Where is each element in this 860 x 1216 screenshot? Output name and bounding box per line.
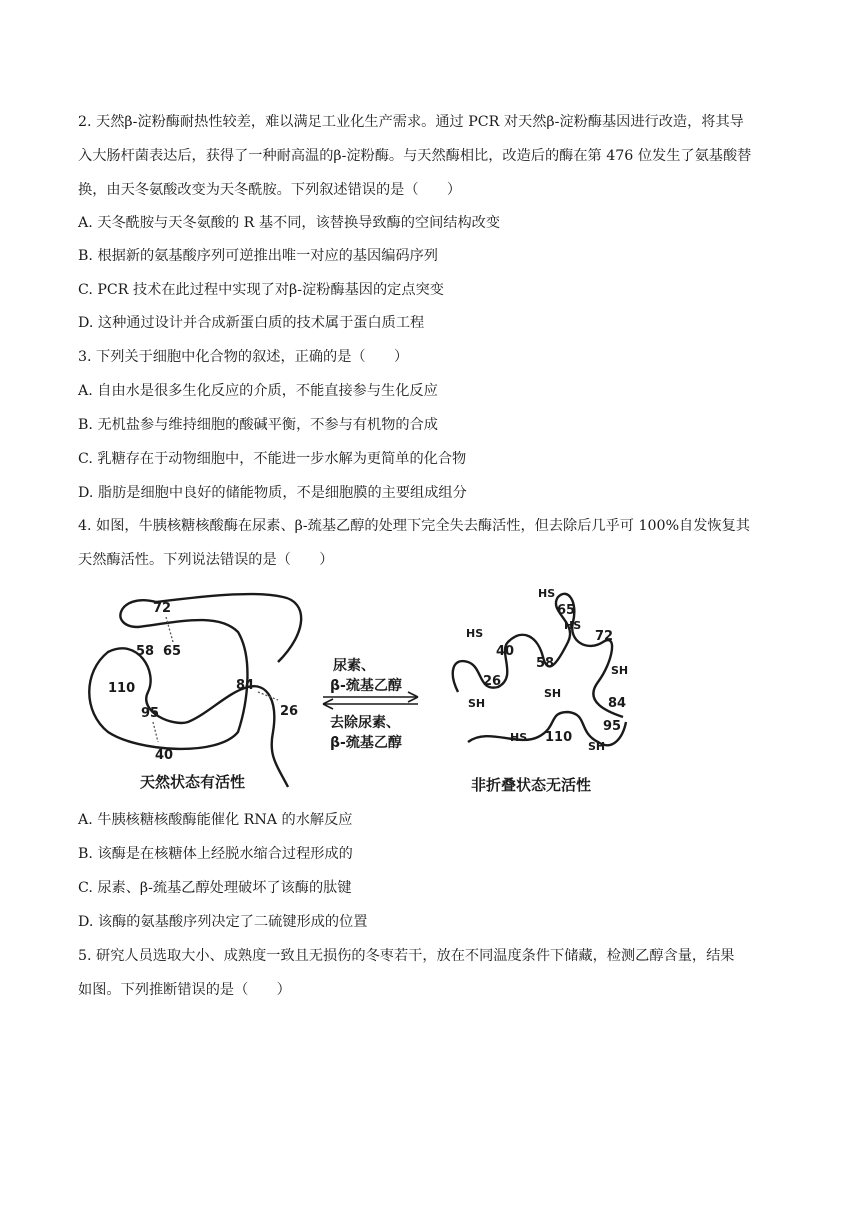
- right-residue-84: 84: [608, 696, 627, 711]
- q2-option-b: B. 根据新的氨基酸序列可逆推出唯一对应的基因编码序列: [78, 248, 438, 264]
- q2-stem-line-2: 入大肠杆菌表达后，获得了一种耐高温的β-淀粉酶。与天然酶相比，改造后的酶在第 476 位发生了氨基酸替: [78, 148, 752, 164]
- disulfide-bond-72-65: [166, 617, 173, 642]
- q2-option-c: C. PCR 技术在此过程中实现了对β-淀粉酶基因的定点突变: [78, 282, 444, 298]
- q4-option-d: D. 该酶的氨基酸序列决定了二硫键形成的位置: [78, 914, 368, 930]
- native-state-caption: 天然状态有活性: [140, 773, 246, 791]
- sh-group-95: SH: [588, 740, 606, 753]
- hs-group-65: HS: [538, 587, 556, 600]
- q4-option-c: C. 尿素、β-巯基乙醇处理破坏了该酶的肽键: [78, 880, 352, 896]
- left-residue-84: 84: [236, 678, 255, 693]
- q5-stem-line-2: 如图。下列推断错误的是（ ）: [78, 982, 291, 998]
- right-residue-58: 58: [536, 656, 555, 671]
- forward-reagent-line-1: 尿素、: [333, 658, 375, 674]
- hs-group-40: HS: [466, 627, 484, 640]
- left-residue-58: 58: [136, 644, 155, 659]
- q3-option-d: D. 脂肪是细胞中良好的储能物质，不是细胞膜的主要组成组分: [78, 485, 467, 501]
- right-residue-65: 65: [557, 603, 576, 618]
- right-residue-26: 26: [483, 674, 502, 689]
- reverse-reagent-line-2: β-巯基乙醇: [330, 735, 402, 751]
- right-residue-72: 72: [595, 629, 614, 644]
- q2-option-d: D. 这种通过设计并合成新蛋白质的技术属于蛋白质工程: [78, 315, 425, 331]
- q5-stem-line-1: 5. 研究人员选取大小、成熟度一致且无损伤的冬枣若干，放在不同温度条件下储藏，检测乙醇含量，结果: [78, 948, 735, 964]
- sh-group-84: SH: [611, 664, 629, 677]
- q2-stem-line-3: 换，由天冬氨酸改变为天冬酰胺。下列叙述错误的是（ ）: [78, 182, 462, 198]
- q4-option-b: B. 该酶是在核糖体上经脱水缩合过程形成的: [78, 846, 353, 862]
- right-residue-95: 95: [603, 719, 622, 734]
- q4-stem-line-1: 4. 如图，牛胰核糖核酸酶在尿素、β-巯基乙醇的处理下完全失去酶活性，但去除后几乎可 100%自发恢复其: [78, 518, 750, 534]
- q4-stem-line-2: 天然酶活性。下列说法错误的是（ ）: [78, 552, 334, 568]
- q3-stem: 3. 下列关于细胞中化合物的叙述，正确的是（ ）: [78, 349, 409, 365]
- q3-option-a: A. 自由水是很多生化反应的介质，不能直接参与生化反应: [78, 383, 438, 399]
- forward-reagent-line-2: β-巯基乙醇: [330, 678, 402, 694]
- sh-group-58: SH: [544, 687, 562, 700]
- left-residue-95: 95: [141, 706, 160, 721]
- hs-group-72: HS: [564, 619, 582, 632]
- protein-folding-diagram: [78, 582, 638, 802]
- q3-option-c: C. 乳糖存在于动物细胞中，不能进一步水解为更简单的化合物: [78, 451, 467, 467]
- sh-group-26: SH: [468, 697, 486, 710]
- right-residue-40: 40: [496, 644, 515, 659]
- unfolded-state-caption: 非折叠状态无活性: [471, 776, 592, 794]
- q2-stem-line-1: 2. 天然β-淀粉酶耐热性较差，难以满足工业化生产需求。通过 PCR 对天然β-淀粉酶基因进行改造，将其导: [78, 114, 744, 130]
- q4-option-a: A. 牛胰核糖核酸酶能催化 RNA 的水解反应: [78, 812, 353, 828]
- q3-option-b: B. 无机盐参与维持细胞的酸碱平衡，不参与有机物的合成: [78, 417, 438, 433]
- reverse-reagent-line-1: 去除尿素、: [330, 715, 400, 731]
- q2-option-a: A. 天冬酰胺与天冬氨酸的 R 基不同，该替换导致酶的空间结构改变: [78, 215, 501, 231]
- left-residue-26: 26: [280, 704, 299, 719]
- right-residue-110: 110: [545, 730, 573, 745]
- disulfide-bond-95-40: [153, 722, 158, 742]
- left-residue-40: 40: [155, 748, 174, 763]
- left-residue-110: 110: [108, 681, 136, 696]
- left-residue-65: 65: [163, 644, 182, 659]
- ribonuclease-folding-figure: [78, 582, 638, 802]
- left-residue-72: 72: [153, 601, 172, 616]
- hs-group-110: HS: [510, 731, 528, 744]
